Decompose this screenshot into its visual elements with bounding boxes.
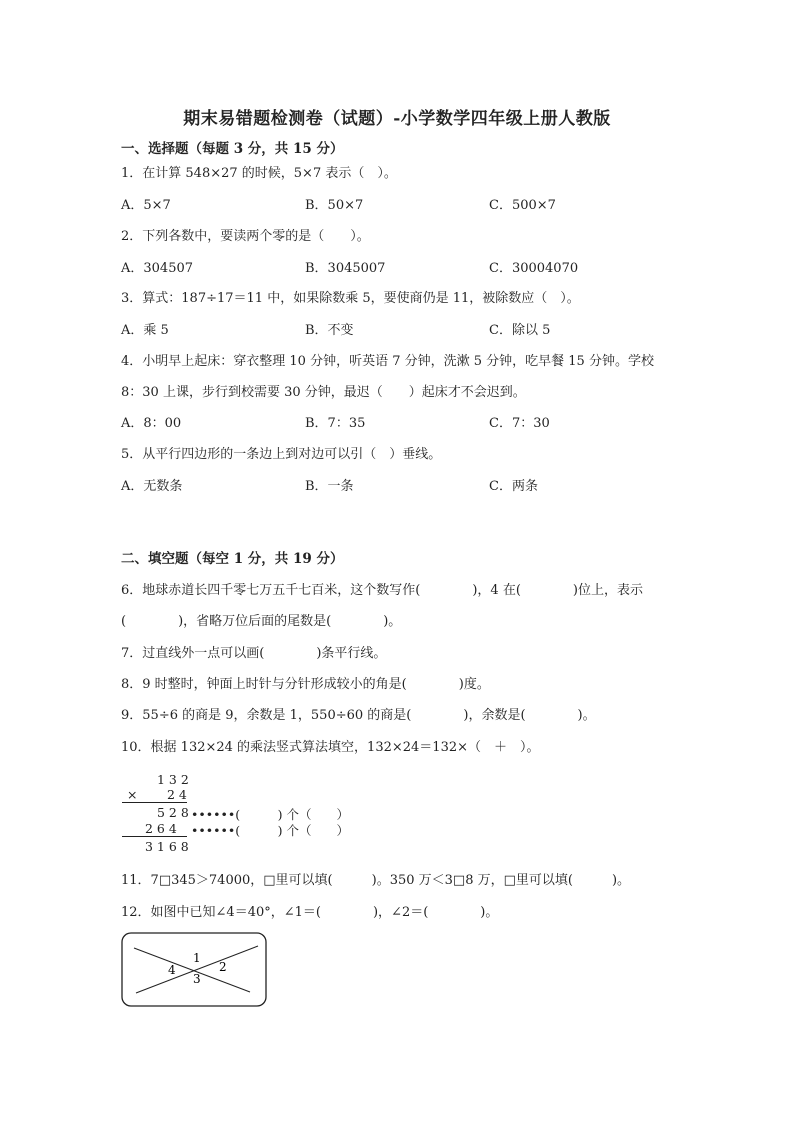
section2-heading: 二、填空题（每空 1 分，共 19 分） <box>121 551 344 567</box>
calc-line-2 <box>122 836 187 837</box>
q4-option-a: A．8：00 <box>121 416 182 431</box>
q5-option-a: A．无数条 <box>121 479 183 494</box>
exam-title: 期末易错题检测卷（试题）-小学数学四年级上册人教版 <box>183 109 611 129</box>
angle-label-2: 2 <box>219 960 227 974</box>
q4-option-b: B．7：35 <box>305 416 366 431</box>
angle-label-4: 4 <box>168 963 176 977</box>
q4-stem-line2: 8：30 上课，步行到校需要 30 分钟，最迟（ ）起床才不会迟到。 <box>121 385 526 400</box>
figure-frame <box>122 933 266 1006</box>
angle-label-1: 1 <box>193 951 201 965</box>
q3-option-a: A．乘 5 <box>121 323 169 338</box>
angle-figure <box>120 930 270 1010</box>
q1-option-b: B．50×7 <box>305 198 364 213</box>
q1-option-a: A．5×7 <box>121 198 171 213</box>
q3-stem: 3．算式：187÷17＝11 中，如果除数乘 5，要使商仍是 11，被除数应（ ）。 <box>121 291 580 306</box>
q7-stem: 7．过直线外一点可以画( )条平行线。 <box>121 646 387 661</box>
q5-option-c: C．两条 <box>489 479 538 494</box>
q9-stem: 9．55÷6 的商是 9，余数是 1，550÷60 的商是( )，余数是( )。 <box>121 708 596 723</box>
partial-product-1: 5 2 8 <box>157 805 189 820</box>
q2-option-c: C．30004070 <box>489 261 579 276</box>
q3-option-b: B．不变 <box>305 323 354 338</box>
q5-option-b: B．一条 <box>305 479 354 494</box>
q2-stem: 2．下列各数中，要读两个零的是（ ）。 <box>121 229 370 244</box>
q4-stem-line1: 4．小明早上起床：穿衣整理 10 分钟，听英语 7 分钟，洗漱 5 分钟，吃早餐 15 分钟。学校 <box>121 354 654 369</box>
q6-line1: 6．地球赤道长四千零七万五千七百米，这个数写作( )，4 在( )位上，表示 <box>121 583 643 598</box>
section1-heading: 一、选择题（每题 3 分，共 15 分） <box>121 141 344 157</box>
multiplier: 2 4 <box>167 787 187 802</box>
q2-option-b: B．3045007 <box>305 261 386 276</box>
partial-product-2-note: ••••••( ) 个（ ） <box>191 823 349 838</box>
q5-stem: 5．从平行四边形的一条边上到对边可以引（ ）垂线。 <box>121 447 442 462</box>
q3-option-c: C．除以 5 <box>489 323 551 338</box>
line-a <box>134 948 250 992</box>
q6-line2: ( )，省略万位后面的尾数是( )。 <box>121 614 402 629</box>
multiply-sign: × <box>127 787 138 802</box>
final-product: 3 1 6 8 <box>145 839 189 854</box>
q8-stem: 8．9 时整时，钟面上时针与分针形成较小的角是( )度。 <box>121 677 490 692</box>
multiplicand: 1 3 2 <box>157 772 189 787</box>
q11-stem: 11．7□345＞74000，□里可以填( )。350 万＜3□8 万，□里可以填( )。 <box>121 873 631 888</box>
partial-product-2: 2 6 4 <box>145 821 177 836</box>
q10-stem: 10．根据 132×24 的乘法竖式算法填空，132×24＝132×（ ＋ ）。 <box>121 740 540 755</box>
q1-stem: 1．在计算 548×27 的时候，5×7 表示（ ）。 <box>121 166 397 181</box>
q2-option-a: A．304507 <box>121 261 194 276</box>
angle-label-3: 3 <box>193 972 201 986</box>
q1-option-c: C．500×7 <box>489 198 556 213</box>
q12-stem: 12．如图中已知∠4＝40°，∠1＝( )，∠2＝( )。 <box>121 905 499 920</box>
q4-option-c: C．7：30 <box>489 416 550 431</box>
calc-line-1 <box>122 802 187 803</box>
partial-product-1-note: ••••••( ) 个（ ） <box>191 807 349 822</box>
